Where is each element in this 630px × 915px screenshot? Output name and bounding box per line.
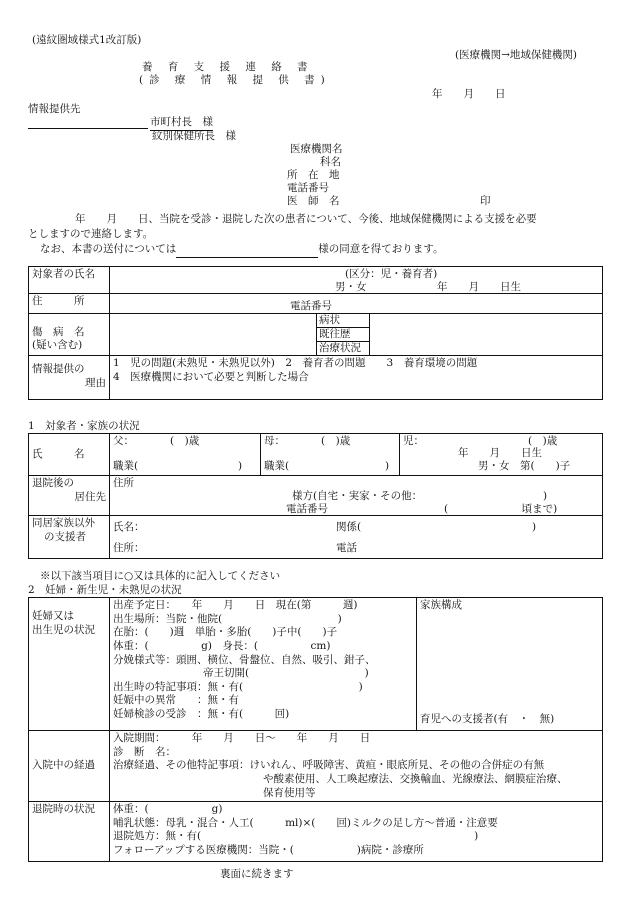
hospital-stay-label: 入院中の経過 xyxy=(29,731,110,802)
childcare-supporter: 育児への支援者(有 ・ 無) xyxy=(420,713,555,725)
family-name-label: 氏 名 xyxy=(29,434,110,476)
consent-name-field[interactable] xyxy=(176,243,318,258)
patient-name-cell[interactable] xyxy=(110,267,603,294)
disease-detail-cell[interactable] xyxy=(370,314,603,356)
gestation: 在胎：( )週 単胎・多胎( )子中( )子 xyxy=(113,626,338,639)
disease-label-2: (疑い含む) xyxy=(32,339,83,352)
patient-sex: 男・女 xyxy=(335,281,367,293)
reason-label xyxy=(29,356,110,400)
pregnancy-label-1: 妊婦又は xyxy=(32,610,74,622)
patient-phone: 電話番号 xyxy=(290,300,332,312)
supporter-row xyxy=(29,516,603,559)
reason-cell[interactable] xyxy=(110,356,603,400)
title-main: 養 育 支 援 連 絡 書 xyxy=(142,61,314,73)
stay-period: 入院期間： 年 月 日〜 年 月 日 xyxy=(113,732,371,744)
discharge-prescription: 退院処方：無・有( ) xyxy=(113,830,479,843)
sender-department: 科名 xyxy=(320,156,341,168)
supporter-relation: 関係( xyxy=(336,521,362,533)
reason-row xyxy=(29,356,603,400)
child-age: ( )歳 xyxy=(528,435,558,447)
disease-label xyxy=(29,314,110,356)
issue-date: 年 月 日 xyxy=(432,88,506,100)
father-label: 父： xyxy=(113,435,134,447)
pregnancy-label-2: 出生児の状況 xyxy=(32,623,95,636)
pregnancy-row xyxy=(29,598,603,731)
course-3: 保育使用等 xyxy=(263,786,316,799)
residence-type-close: ) xyxy=(543,490,548,502)
hospital-stay-row xyxy=(29,731,603,802)
section1-heading: 1 対象者・家族の状況 xyxy=(28,420,140,432)
delivery-type-1: 分娩様式等：頭囲、横位、骨盤位、自然、吸引、鉗子、 xyxy=(113,653,376,666)
patient-name-label: 対象者の氏名 xyxy=(29,267,110,294)
child-cell[interactable] xyxy=(400,434,603,476)
residence-label-2: 居住先 xyxy=(74,490,106,503)
patient-table xyxy=(28,266,603,400)
father-cell[interactable] xyxy=(110,434,261,476)
patient-address-row xyxy=(29,294,603,314)
supporter-label-1: 同居家族以外 xyxy=(32,517,95,529)
patient-category: (区分：児・養育者) xyxy=(345,268,438,280)
pregnancy-details[interactable] xyxy=(110,598,417,731)
father-job-close: ) xyxy=(238,460,243,472)
residence-cell[interactable] xyxy=(110,476,603,516)
birth-notes: 出生時の特記事項：無・有( ) xyxy=(113,680,363,693)
perinatal-table xyxy=(28,597,603,862)
reason-label-1: 情報提供の xyxy=(32,363,85,375)
symptoms-label: 病状 xyxy=(317,314,369,328)
followup-institution: フォローアップする医療機関：当院・( )病院・診療所 xyxy=(113,844,424,857)
child-birth: 年 月 日生 xyxy=(458,447,542,459)
history-label: 既往歴 xyxy=(317,328,369,342)
mother-job: 職業( xyxy=(264,460,290,472)
reason-label-2: 理由 xyxy=(85,376,106,389)
sender-address: 所 在 地 xyxy=(287,169,340,181)
birth-place: 出生場所：当院・他院( ) xyxy=(113,612,342,625)
family-table xyxy=(28,433,603,559)
section2-heading: 2 妊婦・新生児・未熟児の状況 xyxy=(28,584,182,596)
residence-label xyxy=(29,476,110,516)
mother-cell[interactable] xyxy=(261,434,400,476)
delivery-type-2: 帝王切開( ) xyxy=(203,667,369,680)
residence-address: 住所 xyxy=(113,477,134,489)
sender-phone: 電話番号 xyxy=(287,182,329,194)
course-2: や酸素使用、人工喚起療法、交換輸血、光線療法、網膜症治療、 xyxy=(263,772,568,785)
discharge-row xyxy=(29,802,603,862)
residence-row xyxy=(29,476,603,516)
supporter-name: 氏名： xyxy=(113,521,145,533)
recipient-health-center: 紋別保健所長 様 xyxy=(152,130,236,142)
continued-note: 裏面に続きます xyxy=(220,868,294,880)
patient-disease-row xyxy=(29,314,603,356)
supporter-cell[interactable] xyxy=(110,516,603,559)
prenatal-checkup: 妊婦検診の受診 ：無・有( 回) xyxy=(113,708,290,721)
consent-prefix: なお、本書の送付については xyxy=(40,243,177,255)
reason-options-1: 1 児の問題(未熟児・未熟児以外) 2 養育者の問題 3 養育環境の問題 xyxy=(113,357,478,369)
intro-line-1: 年 月 日、当院を受診・退院した次の患者について、今後、地域保健機関による支援を必要 xyxy=(75,213,537,225)
intro-line-2: としますので連絡します。 xyxy=(28,228,154,240)
title-sub: (診 療 情 報 提 供 書) xyxy=(139,74,331,86)
birth-weight: 体重：( g) 身長：( cm) xyxy=(113,639,331,652)
child-order: 男・女 第( )子 xyxy=(478,460,571,472)
supporter-address: 住所： xyxy=(113,542,145,554)
family-structure-cell[interactable] xyxy=(417,598,603,731)
mother-label: 母： xyxy=(264,435,285,447)
seal-mark: 印 xyxy=(480,195,491,207)
mother-age: ( )歳 xyxy=(321,435,351,447)
reason-options-2: 4 医療機関において必要と判断した場合 xyxy=(113,370,309,383)
pregnancy-label xyxy=(29,598,110,731)
patient-address-label: 住 所 xyxy=(29,294,110,314)
sender-institution: 医療機関名 xyxy=(290,143,343,155)
disease-label-1: 傷 病 名 xyxy=(32,325,85,338)
discharge-details[interactable] xyxy=(110,802,603,862)
supporter-relation-close: ) xyxy=(532,521,537,533)
disease-subitems xyxy=(317,314,370,356)
treatment-label: 治療状況 xyxy=(319,342,361,354)
pregnancy-abnormality: 妊娠中の異常 ：無・有 xyxy=(113,694,239,707)
discharge-label: 退院時の状況 xyxy=(29,802,110,862)
father-age: ( )歳 xyxy=(170,435,200,447)
recipient-underline xyxy=(28,128,148,129)
due-date: 出産予定日： 年 月 日 現在(第 週) xyxy=(113,599,358,611)
direction-note: (医療機関→地域保健機関) xyxy=(455,49,577,61)
recipient-label: 情報提供先 xyxy=(28,103,81,115)
sender-doctor: 医 師 名 xyxy=(287,195,340,207)
patient-address-cell[interactable] xyxy=(110,294,603,314)
disease-cell[interactable] xyxy=(110,314,317,356)
residence-type: 様方(自宅・実家・その他： xyxy=(292,490,423,502)
mother-job-close: ) xyxy=(385,460,390,472)
supporter-label xyxy=(29,516,110,559)
diagnosis: 診 断 名： xyxy=(113,745,176,758)
supporter-label-2: の支援者 xyxy=(44,530,86,543)
residence-until: ( 頃まで) xyxy=(444,503,558,515)
fill-note: ※以下該当項目に○又は具体的に記入してください xyxy=(40,570,281,582)
patient-birth: 年 月 日生 xyxy=(437,281,521,293)
hospital-stay-details[interactable] xyxy=(110,731,603,802)
family-structure-label: 家族構成 xyxy=(420,599,462,611)
family-name-row xyxy=(29,434,603,476)
patient-name-row xyxy=(29,267,603,294)
course-1: 治療経過、その他特記事項：けいれん、呼吸障害、黄疸・眼底所見、その他の合併症の有無 xyxy=(113,759,545,772)
discharge-weight: 体重：( g) xyxy=(113,803,223,816)
child-label: 児： xyxy=(403,435,424,447)
form-code: (遠紋圏域様式1改訂版) xyxy=(32,34,142,46)
recipient-municipal: 市町村長 様 xyxy=(150,116,213,131)
consent-suffix: 様の同意を得ております。 xyxy=(318,243,444,255)
supporter-phone: 電話 xyxy=(336,542,357,554)
residence-phone: 電話番号 xyxy=(286,503,328,515)
father-job: 職業( xyxy=(113,460,139,472)
feeding-status: 哺乳状態：母乳・混合・人工( ml)×( 回)ミルクの足し方〜普通・注意要 xyxy=(113,816,498,829)
residence-label-1: 退院後の xyxy=(32,477,74,489)
intro-line-3 xyxy=(40,243,443,258)
